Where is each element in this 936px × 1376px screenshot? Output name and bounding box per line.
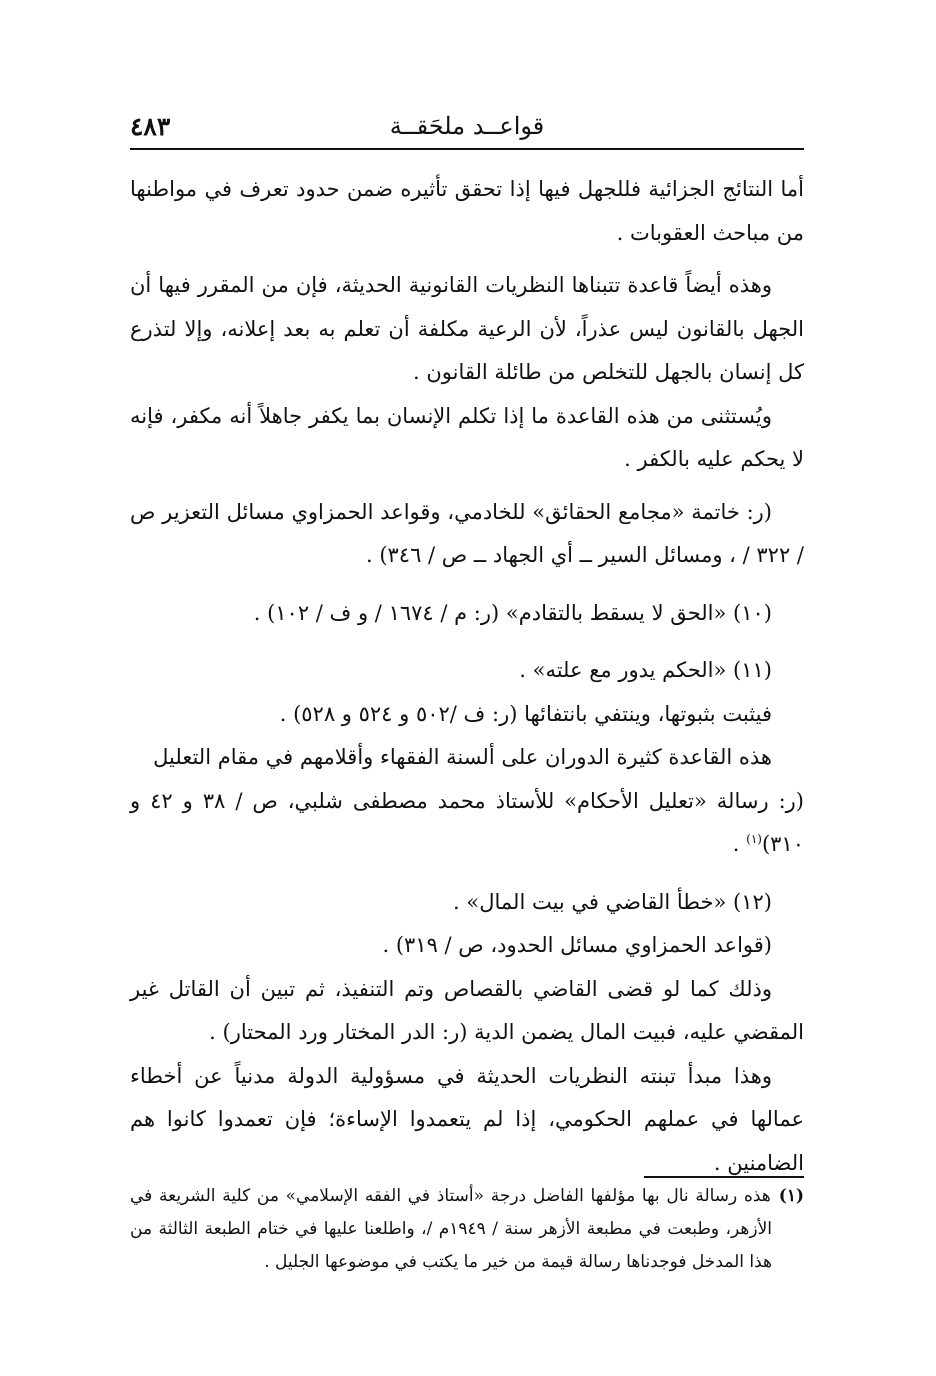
- footnote-mark: (١): [778, 1186, 804, 1206]
- page-header: [130, 108, 804, 150]
- reference-paragraph: [130, 780, 804, 867]
- paragraph: أما النتائج الجزائية فللجهل فيها إذا تحقق تأثيره ضمن حدود تعرف في مواطنها من مباحث العقوبات .: [130, 177, 804, 245]
- footnote-reference[interactable]: (١): [746, 832, 762, 846]
- footnote-1: [130, 1180, 804, 1279]
- footnote-text: هذه رسالة نال بها مؤلفها الفاضل درجة «أستاذ في الفقه الإسلامي» من كلية الشريعة في الأزهر، وطبعت في مطبعة الأزهر سنة / ١٩٤٩م /، واطلعنا عليها في ختام الطبعة الثالثة من هذا المدخل فوجدناها رسالة قيمة من خير ما يكتب في موضوعها الجليل .: [130, 1186, 772, 1272]
- footnote-divider: [644, 1176, 804, 1178]
- paragraph: وهذا مبدأ تبنته النظريات الحديثة في مسؤولية الدولة مدنياً عن أخطاء عمالها في عملهم الحكومي، إذا لم يتعمدوا الإساءة؛ فإن تعمدوا كانوا هم الضامنين .: [130, 1063, 804, 1175]
- main-text: [130, 168, 804, 1185]
- paragraph: وهذه أيضاً قاعدة تتبناها النظريات القانونية الحديثة، فإن من المقرر فيها أن الجهل بالقانون ليس عذراً، لأن الرعية مكلفة أن تعلم به بعد إعلانه، وإلا لتذرع كل إنسان بالجهل للتخلص من طائلة القانون .: [130, 273, 804, 384]
- rule-heading-10: (١٠) «الحق لا يسقط بالتقادم» (ر: م / ١٦٧٤ / و ف / ١٠٢) .: [253, 600, 772, 625]
- paragraph: وذلك كما لو قضى القاضي بالقصاص وتم التنفيذ، ثم تبين أن القاتل غير المقضي عليه، فبيت المال يضمن الدية (ر: الدر المختار ورد المحتار) .: [130, 976, 804, 1044]
- reference-text: (ر: رسالة «تعليل الأحكام» للأستاذ محمد مصطفى شلبي، ص / ٣٨ و ٤٢ و ٣١٠): [130, 788, 804, 856]
- page-number: ٤٨٣: [130, 112, 171, 141]
- reference-end: .: [732, 832, 747, 856]
- paragraph: ويُستثنى من هذه القاعدة ما إذا تكلم الإنسان بما يكفر جاهلاً أنه مكفر، فإنه لا يحكم عليه بالكفر .: [130, 403, 804, 471]
- rule-heading-11: (١١) «الحكم يدور مع علته» .: [519, 658, 772, 682]
- running-title: قواعــد ملحَقــة: [389, 112, 545, 140]
- rule-heading-12: (١٢) «خطأ القاضي في بيت المال» .: [453, 889, 772, 914]
- footnotes: [130, 1180, 804, 1279]
- reference-paragraph: (ر: خاتمة «مجامع الحقائق» للخادمي، وقواعد الحمزاوي مسائل التعزير ص / ٣٢٢ / ، ومسائل السير ــ أي الجهاد ــ ص / ٣٤٦) .: [130, 499, 804, 567]
- paragraph: هذه القاعدة كثيرة الدوران على ألسنة الفقهاء وأقلامهم في مقام التعليل: [153, 745, 772, 769]
- paragraph: فيثبت بثبوتها، وينتفي بانتفائها (ر: ف /٥٠٢ و ٥٢٤ و ٥٢٨) .: [279, 701, 772, 726]
- reference-paragraph: (قواعد الحمزاوي مسائل الحدود، ص / ٣١٩) .: [382, 933, 772, 957]
